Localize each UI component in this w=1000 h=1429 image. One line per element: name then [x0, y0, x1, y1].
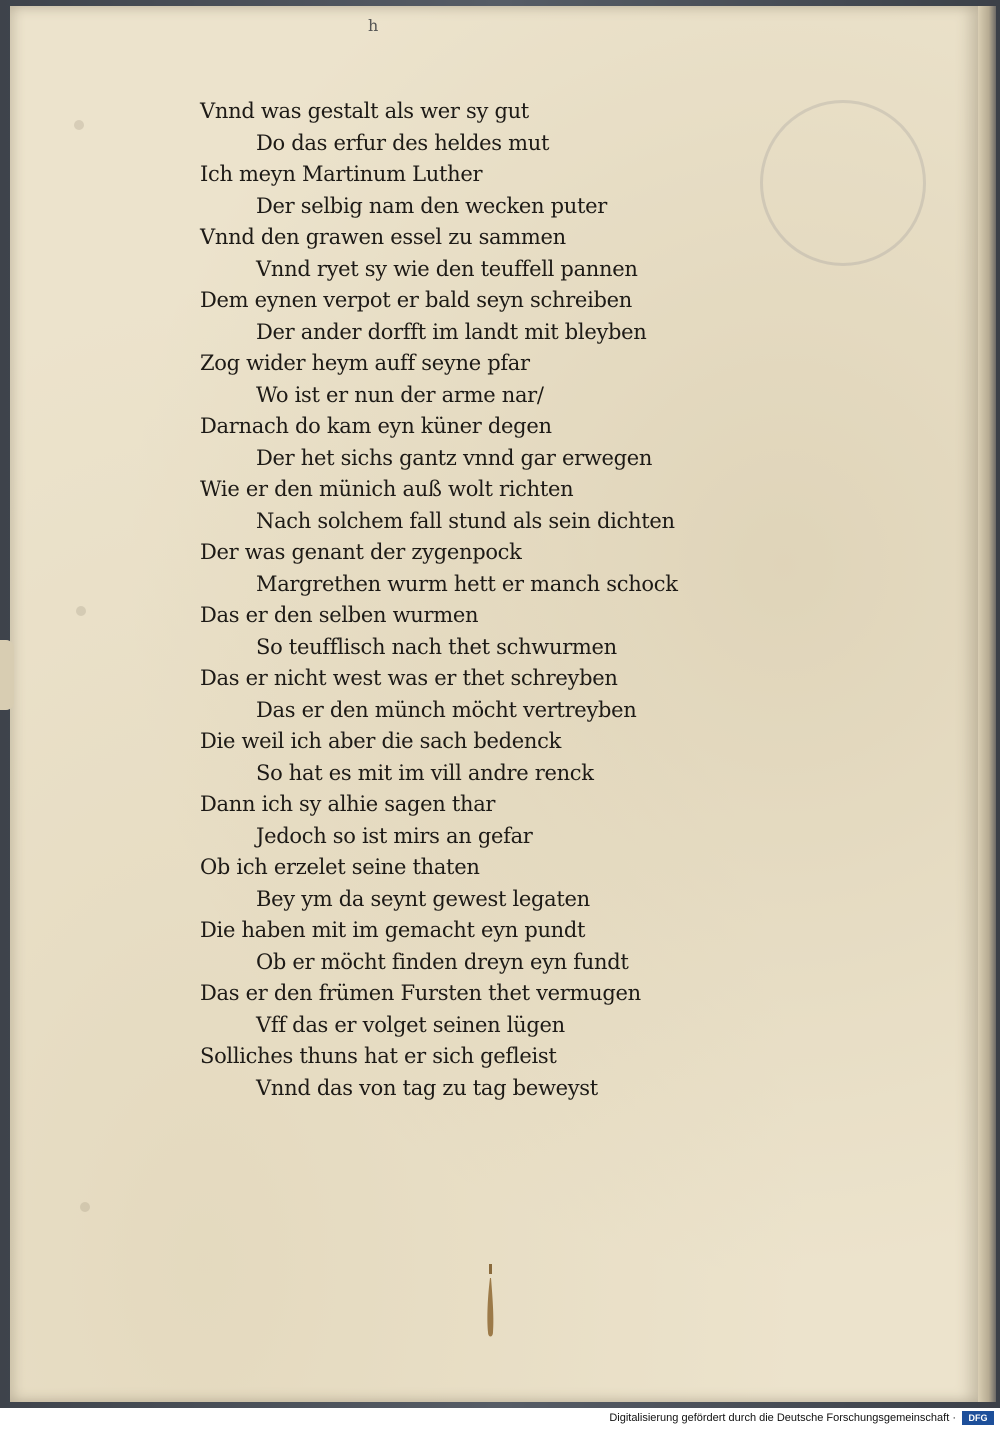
page-edge — [978, 6, 996, 1402]
verse-line: Dem eynen verpot er bald seyn schreiben — [200, 288, 632, 312]
verse-line: Darnach do kam eyn küner degen — [200, 414, 552, 438]
verse-line: Vnnd was gestalt als wer sy gut — [200, 99, 529, 123]
verse-line: Ob ich erzelet seine thaten — [200, 855, 480, 879]
verse-line: Der selbig nam den wecken puter — [256, 193, 607, 218]
verse-line: Dann ich sy alhie sagen thar — [200, 792, 496, 816]
verse-line: Die weil ich aber die sach bedenck — [200, 729, 562, 753]
verse-line: Ich meyn Martinum Luther — [200, 162, 483, 186]
verse-line: Solliches thuns hat er sich gefleist — [200, 1044, 557, 1068]
verse-line: Ob er möcht finden dreyn eyn fundt — [256, 949, 629, 974]
verse-text-block — [200, 96, 760, 1104]
verse-line: Do das erfur des heldes mut — [256, 130, 550, 155]
verse-line: Vnnd den grawen essel zu sammen — [200, 225, 566, 249]
verse-line: Vff das er volget seinen lügen — [256, 1012, 565, 1037]
page-marker: h — [368, 16, 379, 35]
verse-line: Vnnd ryet sy wie den teuffell pannen — [256, 256, 638, 281]
page-tab — [0, 640, 14, 710]
verse-line: Der was genant der zygenpock — [200, 540, 522, 564]
ornament-glyph-icon — [483, 1262, 497, 1342]
verse-line: Nach solchem fall stund als sein dichten — [256, 508, 675, 533]
verse-line: Wo ist er nun der arme nar/ — [256, 382, 544, 407]
verse-line: Der het sichs gantz vnnd gar erwegen — [256, 445, 653, 470]
verse-line: Margrethen wurm hett er manch schock — [256, 571, 678, 596]
verse-line: So hat es mit im vill andre renck — [256, 760, 594, 785]
verse-line: Das er den münch möcht vertreyben — [256, 697, 637, 722]
footer-credit: Digitalisierung gefördert durch die Deutsche Forschungsgemeinschaft · — [609, 1412, 956, 1424]
paper-spot — [74, 120, 84, 130]
verse-line: Das er den selben wurmen — [200, 603, 479, 627]
verse-line: Vnnd das von tag zu tag beweyst — [256, 1075, 598, 1100]
bleed-through-ornament — [760, 100, 926, 266]
paper-spot — [76, 606, 86, 616]
verse-line: Das er nicht west was er thet schreyben — [200, 666, 618, 690]
verse-line: So teufflisch nach thet schwurmen — [256, 634, 617, 659]
verse-line: Wie er den münich auß wolt richten — [200, 477, 574, 501]
verse-line: Zog wider heym auff seyne pfar — [200, 351, 530, 375]
verse-line: Jedoch so ist mirs an gefar — [256, 823, 533, 848]
verse-line: Die haben mit im gemacht eyn pundt — [200, 918, 586, 942]
paper-spot — [80, 1202, 90, 1212]
verse-line: Das er den frümen Fursten thet vermugen — [200, 981, 641, 1005]
dfg-logo: DFG — [962, 1411, 994, 1425]
verse-line: Bey ym da seynt gewest legaten — [256, 886, 590, 911]
verse-line: Der ander dorfft im landt mit bleyben — [256, 319, 647, 344]
